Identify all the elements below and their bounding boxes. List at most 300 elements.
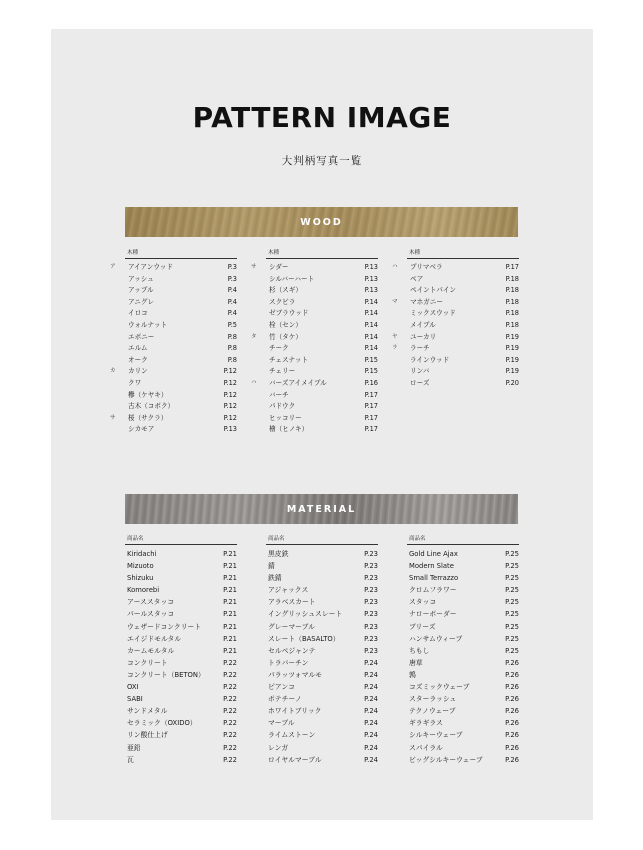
item-name: ペア [410,274,424,283]
list-item [266,754,378,766]
item-name: Gold Line Ajax [409,550,458,558]
list-item [392,332,519,344]
item-name: ホワイトブリック [268,707,322,716]
item-name: オーク [128,355,148,364]
page-number: P.14 [364,344,378,353]
item-name: Modern Slate [409,562,454,571]
item-name: 檜（ヒノキ） [269,425,309,434]
item-name: OXI [127,683,139,692]
item-name: ヒッコリー [269,413,302,422]
material-banner-label: MATERIAL [286,503,357,515]
item-name: Small Terrazzo [409,574,459,583]
list-item [266,548,378,560]
list-item [251,332,378,344]
item-name: シルキーウェーブ [409,731,463,740]
page-number: P.21 [223,610,237,619]
list-item [125,717,237,729]
list-item [125,560,237,572]
list-item [110,413,237,425]
list-item [125,645,237,657]
list-item [266,669,378,681]
list-item [392,262,519,274]
item-name: アラベスカート [268,598,316,607]
page-number: P.18 [505,274,519,283]
item-name: ラインウッド [410,355,450,364]
wood-banner-label: WOOD [300,216,343,228]
item-name: リンバ [410,367,430,376]
page-number: P.22 [223,695,237,704]
page-number: P.19 [505,367,519,376]
page-number: P.14 [364,320,378,329]
item-name: ミックスウッド [410,309,456,318]
item-name: カームモルタル [127,646,175,655]
item-name: 唐草 [409,658,423,667]
list-item [125,548,237,560]
item-name: アッシュ [128,274,154,283]
list-item [407,657,519,669]
item-name: シダー [269,263,289,271]
list-item [407,355,519,367]
page-number: P.21 [223,586,237,595]
list-item [407,705,519,717]
index-kana: ア [110,264,116,270]
page-number: P.17 [364,390,378,399]
item-name: イロコ [128,309,148,318]
item-name: シルバーハート [269,274,315,283]
page-number: P.26 [505,707,519,716]
index-kana: ヤ [392,333,398,340]
item-name: 桜（サクラ） [128,413,168,422]
page-number: P.14 [364,297,378,306]
item-name: イングリッシュスレート [268,610,343,619]
item-name: レンガ [268,743,289,752]
page-number: P.21 [223,562,237,571]
list-item [407,366,519,378]
list-item [125,657,237,669]
page-number: P.21 [223,646,237,655]
list-item [407,560,519,572]
page-number: P.22 [223,719,237,728]
list-item [125,572,237,584]
page-number: P.14 [364,309,378,318]
list-item [125,332,237,344]
list-item [266,308,378,320]
material-column-3 [407,534,519,766]
list-item [266,645,378,657]
item-name: アジャックス [268,586,309,595]
page-number: P.14 [364,332,378,341]
page-number: P.23 [364,562,378,571]
item-name: アップル [128,286,154,295]
item-name: セラミック（OXIDO） [127,719,197,728]
list-item [407,608,519,620]
page-number: P.21 [223,634,237,643]
page-number: P.4 [227,297,237,306]
item-name: スパイラル [409,743,443,752]
page-title: PATTERN IMAGE [192,101,452,134]
index-kana: ハ [251,379,257,386]
page-number: P.19 [505,355,519,364]
list-item [110,262,237,274]
list-item [125,621,237,633]
item-name: アーススタッコ [127,598,175,607]
item-name: ビッグシルキーウェーブ [409,755,483,764]
item-name: セルペジャンテ [268,646,316,655]
document-page [51,29,593,820]
list-item [110,366,237,378]
index-kana: ラ [392,345,398,352]
item-name: エボニー [128,332,155,341]
list-item [392,297,519,309]
list-item [125,705,237,717]
page-number: P.26 [505,719,519,728]
item-name: 竹（タケ） [269,332,302,341]
page-number: P.3 [227,274,237,283]
item-name: ハンサムウィーブ [409,634,463,643]
item-name: カリン [128,367,148,376]
list-item [266,681,378,693]
item-name: 杉（スギ） [269,286,302,295]
list-item [407,378,519,390]
list-item [266,390,378,402]
page-number: P.26 [505,731,519,740]
wood-column-3 [392,248,519,390]
list-item [407,285,519,297]
list-item [266,320,378,332]
item-name: 欅（ケヤキ） [128,390,168,399]
list-item [266,401,378,413]
item-name: クワ [128,378,142,387]
list-item [266,274,378,286]
page-number: P.15 [364,367,378,376]
item-name: アイアンウッド [128,263,173,271]
list-item [125,633,237,645]
item-name: エルム [128,344,148,353]
item-name: ペイントパイン [410,286,457,295]
item-name: ゼブラウッド [269,309,309,318]
page-number: P.3 [227,263,237,271]
item-name: スターラッシュ [409,695,457,704]
page-number: P.13 [223,425,237,434]
list-item [407,572,519,584]
list-item [407,645,519,657]
page-number: P.12 [223,402,237,411]
page-number: P.23 [364,634,378,643]
list-item [266,633,378,645]
page-number: P.23 [364,598,378,607]
list-item [125,378,237,390]
page-number: P.13 [364,263,378,271]
page-number: P.24 [364,743,378,752]
item-name: 黒皮鉄 [268,550,289,558]
list-item [266,297,378,309]
list-item [125,729,237,741]
list-item [266,621,378,633]
item-name: バーズアイメイプル [269,378,327,387]
page-number: P.24 [364,755,378,764]
list-item [266,596,378,608]
list-item [266,572,378,584]
item-name: ラーチ [410,344,430,353]
page-number: P.25 [505,598,519,607]
page-number: P.8 [227,355,237,364]
list-item [125,596,237,608]
wood-column-2 [251,248,378,436]
item-name: ローズ [410,378,430,387]
material-column-1 [125,534,237,766]
list-item [407,548,519,560]
page-number: P.18 [505,286,519,295]
list-item [266,424,378,436]
list-item [125,285,237,297]
item-name: マーブル [268,719,295,728]
item-name: シカモア [128,425,155,434]
item-name: スクビラ [269,297,296,306]
item-name: トラバーチン [268,658,309,667]
list-item [407,717,519,729]
page-number: P.8 [227,344,237,353]
list-item [125,343,237,355]
page-number: P.5 [227,320,237,329]
list-item [125,608,237,620]
list-item [125,693,237,705]
item-name: コンクリート（BETON） [127,670,205,679]
page-number: P.13 [364,274,378,283]
page-number: P.23 [364,550,378,558]
page-number: P.25 [505,646,519,655]
item-name: 鉄錆 [268,574,282,583]
list-item [125,424,237,436]
list-item [266,693,378,705]
page-number: P.25 [505,562,519,571]
column-header: 商品名 [266,534,378,545]
item-name: メイプル [410,320,436,329]
list-item [407,693,519,705]
list-item [125,320,237,332]
item-name: ギラギラス [409,719,443,728]
index-kana: サ [110,414,116,421]
list-item [407,596,519,608]
page-number: P.23 [364,610,378,619]
page-number: P.25 [505,634,519,643]
list-item [251,262,378,274]
page-number: P.21 [223,598,237,607]
list-item [266,729,378,741]
item-name: プリマベラ [410,263,443,271]
page-number: P.19 [505,344,519,353]
column-header: 商品名 [407,534,519,545]
page-number: P.22 [223,743,237,752]
list-item [125,355,237,367]
list-item [407,742,519,754]
page-number: P.25 [505,622,519,631]
page-number: P.12 [223,413,237,422]
item-name: Komorebi [127,586,160,595]
item-name: ブリーズ [409,622,436,631]
page-number: P.17 [364,402,378,411]
page-number: P.22 [223,707,237,716]
page-number: P.24 [364,695,378,704]
item-name: コズミックウェーブ [409,683,470,692]
page-number: P.23 [364,622,378,631]
page-number: P.24 [364,658,378,667]
page-number: P.15 [364,355,378,364]
list-item [407,320,519,332]
page-number: P.21 [223,622,237,631]
list-item [407,621,519,633]
list-item [251,378,378,390]
item-name: エイジドモルタル [127,634,182,643]
list-item [125,401,237,413]
item-name: 栓（セン） [269,320,302,329]
column-header: 木種 [266,248,378,259]
list-item [266,742,378,754]
item-name: マホガニー [410,297,443,306]
list-item [125,297,237,309]
page-number: P.24 [364,683,378,692]
page-number: P.8 [227,332,237,341]
list-item [266,413,378,425]
list-item [266,285,378,297]
page-number: P.19 [505,332,519,341]
list-item [266,560,378,572]
page-number: P.17 [505,263,519,271]
page-number: P.16 [364,378,378,387]
item-name: ウォルナット [128,320,168,329]
page-number: P.23 [364,646,378,655]
page-number: P.24 [364,707,378,716]
wood-column-1 [110,248,237,436]
list-item [125,390,237,402]
item-name: ライムストーン [268,731,316,740]
item-name: リン酸仕上げ [127,731,168,740]
item-name: ピアンコ [268,683,295,692]
item-name: チェスナット [269,355,309,364]
item-name: チェリー [269,367,296,376]
page-number: P.17 [364,413,378,422]
item-name: ボテチーノ [268,695,302,704]
item-name: SABI [127,695,143,704]
page-number: P.22 [223,658,237,667]
list-item [266,343,378,355]
page-number: P.26 [505,695,519,704]
page-subtitle: 大判柄写真一覧 [281,155,363,167]
list-item [407,308,519,320]
item-name: Mizuoto [127,562,154,571]
list-item [125,308,237,320]
list-item [407,729,519,741]
page-number: P.23 [364,586,378,595]
page-number: P.21 [223,574,237,583]
item-name: コンクリート [127,658,168,667]
column-header: 木種 [125,248,237,259]
material-column-2 [266,534,378,766]
item-name: ロイヤルマーブル [268,755,322,764]
list-item [266,584,378,596]
list-item [407,669,519,681]
page-number: P.26 [505,755,519,764]
page-number: P.4 [227,286,237,295]
item-name: スタッコ [409,598,437,607]
list-item [407,633,519,645]
item-name: Shizuku [127,574,154,583]
index-kana: カ [110,368,116,375]
item-name: バーチ [269,390,289,399]
page-number: P.25 [505,574,519,583]
list-item [407,754,519,766]
item-name: ちもし [409,646,430,655]
page-number: P.24 [364,670,378,679]
list-item [392,343,519,355]
page-number: P.25 [505,550,519,558]
page-number: P.25 [505,586,519,595]
item-name: サンドメタル [127,707,168,716]
index-kana: タ [251,333,257,340]
material-section-banner [125,494,518,524]
list-item [266,717,378,729]
list-item [125,754,237,766]
item-name: 鶉 [409,670,416,679]
item-name: アニグレ [128,297,155,306]
page-number: P.26 [505,658,519,667]
page-number: P.4 [227,309,237,318]
list-item [266,366,378,378]
list-item [125,681,237,693]
page-number: P.18 [505,297,519,306]
page-number: P.23 [364,574,378,583]
item-name: パールスタッコ [127,610,175,619]
page-number: P.26 [505,670,519,679]
item-name: Kiridachi [127,550,157,558]
page-number: P.12 [223,367,237,376]
page-number: P.22 [223,731,237,740]
page-number: P.22 [223,755,237,764]
index-kana: マ [392,298,398,305]
list-item [407,681,519,693]
item-name: 瓦 [127,755,134,764]
item-name: グレーマーブル [268,622,315,631]
item-name: 古木（コボク） [128,402,175,411]
list-item [125,274,237,286]
list-item [407,584,519,596]
item-name: チーク [269,344,289,353]
item-name: ユーカリ [410,332,437,341]
item-name: ナローボーダー [409,610,457,619]
item-name: ウェザードコンクリート [127,622,202,631]
page-number: P.20 [505,378,519,387]
page-number: P.18 [505,320,519,329]
page-number: P.26 [505,683,519,692]
item-name: パドウク [269,402,296,411]
item-name: 錆 [268,562,275,571]
list-item [125,742,237,754]
page-number: P.12 [223,390,237,399]
page-number: P.24 [364,719,378,728]
list-item [266,657,378,669]
page-number: P.17 [364,425,378,434]
page-number: P.21 [223,550,237,558]
page-number: P.25 [505,610,519,619]
column-header: 木種 [407,248,519,259]
index-kana: ハ [392,264,398,270]
page-number: P.13 [364,286,378,295]
item-name: スレート（BASALTO） [268,634,340,643]
wood-section-banner [125,207,518,237]
page-number: P.24 [364,731,378,740]
index-kana: サ [251,264,257,270]
item-name: テクノウェーブ [409,707,456,716]
list-item [407,274,519,286]
